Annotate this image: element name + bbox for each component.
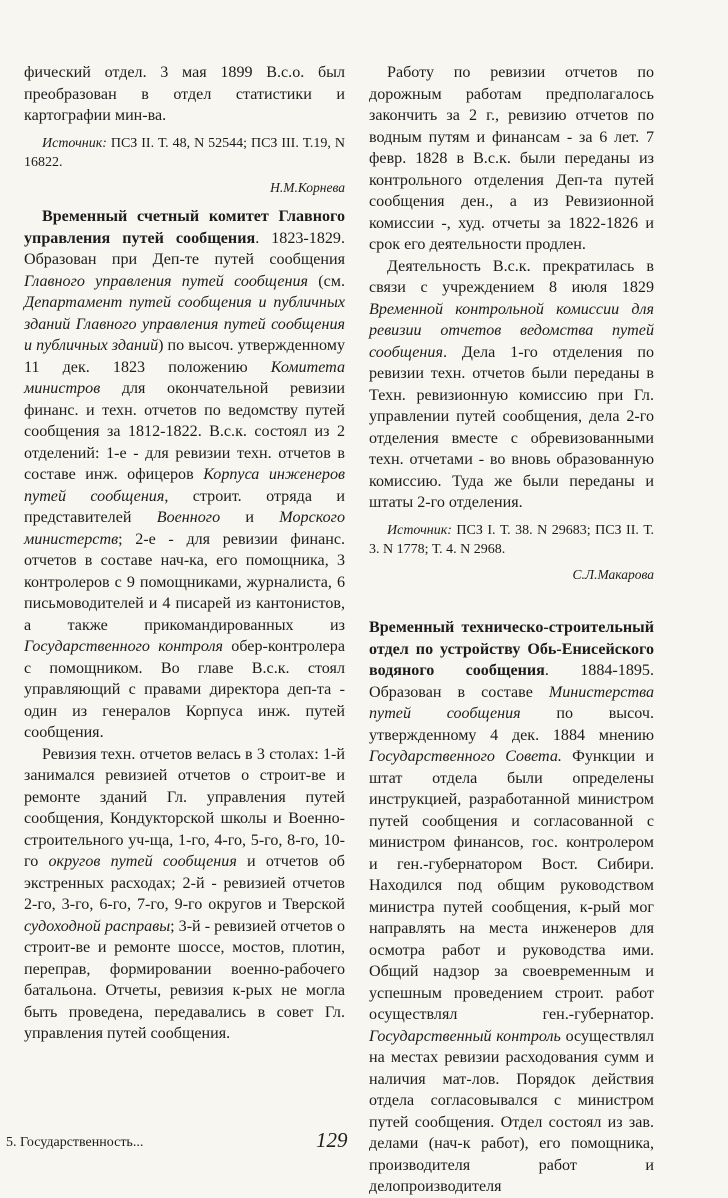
- cross-reference: судоходной расправы: [24, 917, 171, 935]
- author-signature: С.Л.Макарова: [572, 566, 654, 582]
- entry-text: ) по высоч. утвержденному 11 дек. 1823 положению: [24, 337, 345, 376]
- author-signature: Н.М.Корнева: [270, 179, 345, 195]
- cross-reference: Военного: [156, 509, 221, 526]
- entry-text: Деятельность В.с.к. прекратилась в связи с учреждением 8 июля 1829: [369, 257, 654, 296]
- entry-text: и: [220, 509, 280, 526]
- entry-text: . 1823-1829. Образован при Деп-те путей сообщения: [24, 229, 345, 268]
- entry-text: и отчетов об экстренных расходах; 2-й - ревизией отчетов 2-го, 3-го, 6-го, 7-го, 9-го округов и Тверской: [24, 853, 345, 913]
- cross-reference: округов путей сообщения: [48, 853, 237, 870]
- paragraph-revision-tables: [24, 744, 345, 1045]
- entry-heading: Временный техническо-строительный отдел по устройству Обь-Енисейского водяного сообщения: [369, 619, 654, 679]
- entry-text: обер-контролера с помощником. Во главе В.с.к. стоял управляющий с правами директора деп-та - один из генералов Корпуса инж. путей сообщения.: [24, 638, 345, 741]
- entry-text: по высоч. утвержденному 4 дек. 1884 мнению: [369, 705, 655, 744]
- source-label: Источник:: [387, 522, 452, 538]
- source-citation: [369, 521, 654, 559]
- entry-text: ; 3-й - ревизией отчетов о строит-ве и ремонте шоссе, мостов, плотин, переправ, формировании военно-рабочего батальона. Отчеты, ревизия к-рых не могла быть проведена, передавались в совет Гл. управления путей сообщения.: [24, 917, 346, 1042]
- source-text: ПСЗ II. Т. 48, N 52544; ПСЗ III. Т.19, N 16822.: [24, 135, 345, 170]
- cross-reference: Государственного Совета.: [369, 748, 562, 765]
- source-citation: [24, 134, 345, 172]
- cross-reference: Комитета министров: [24, 358, 345, 397]
- cross-reference: Главного управления путей сообщения: [24, 272, 309, 290]
- cross-reference: Министерства путей сообщения: [369, 683, 654, 722]
- entry-text: Функции и штат отдела были определены инструкцией, разработанной министром путей сообщения и согласованной с министром финансов, гос. контролером и ген.-губернатором Вост. Сибири. Находился под общим руководством министра путей сообщения, к-рый мог направлять на места инженеров для осмотра работ и руководства ими. Общий надзор за своевременным и успешным проведением строит. работ осуществлял ген.-губернатор.: [369, 748, 654, 1023]
- right-column: [369, 62, 654, 1198]
- entry-heading: Временный счетный комитет Главного управления путей сообщения: [24, 208, 345, 247]
- entry-text: Ревизия техн. отчетов велась в 3 столах: 1-й занимался ревизией отчетов о строит-ве и ремонте зданий Гл. управления путей сообщения, Кондукторской школы и Военно-строительного уч-ща, 1-го, 4-го, 5-го, 8-го, 10-го: [24, 745, 345, 870]
- cross-reference: Временной контрольной комиссии для ревизии отчетов ведомства путей сообщения: [369, 300, 654, 361]
- left-column: [24, 62, 345, 1045]
- entry-text: для окончательной ревизии финанс. и техн. отчетов по ведомству путей сообщения за 1812-1822. В.с.к. состоял из 2 отделений: 1-е - для ревизии техн. отчетов в составе инж. офицеров: [24, 380, 345, 483]
- paragraph-continuation: фический отдел. 3 мая 1899 В.с.о. был преобразован в отдел статистики и картографии мин-ва.: [24, 64, 345, 124]
- entry-tekhnichesko-stroitelny-otdel: [369, 617, 654, 1198]
- source-text: ПСЗ I. Т. 38. N 29683; ПСЗ II. Т. 3. N 1778; Т. 4. N 2968.: [369, 522, 654, 557]
- entry-text: ; 2-е - для ревизии финанс. отчетов в составе нач-ка, его помощника, 3 контролеров с 9 помощниками, журналиста, 6 письмоводителей и 4 писарей из кантонистов, а также прикомандированных из: [24, 530, 345, 634]
- entry-text: . 1884-1895. Образован в составе: [369, 662, 654, 701]
- cross-reference: Департамент путей сообщения и публичных зданий Главного управления путей сообщения и публичных зданий: [24, 294, 345, 354]
- entry-vremenny-schetny-komitet: [24, 206, 345, 744]
- page-number: 129: [316, 1128, 348, 1152]
- cross-reference: Государственный контроль: [369, 1027, 561, 1045]
- paragraph-termination: [369, 256, 654, 514]
- source-label: Источник:: [42, 135, 107, 151]
- cross-reference: Морского министерств: [24, 509, 345, 548]
- paragraph-revision-work: Работу по ревизии отчетов по дорожным работам предполагалось закончить за 2 г., ревизию отчетов по водным путям и финансам - за 6 лет. 7 февр. 1828 в В.с.к. были переданы из контрольного отделения Деп-та путей сообщения ден., а из Ревизионной комиссии -, худ. отчеты за 1822-1826 и срок его деятельности продлен.: [369, 64, 654, 253]
- entry-text: осуществлял на местах ревизии расходования сумм и наличия мат-лов. Порядок действия отдела согласовывался с министром путей сообщения. Отдел состоял из зав. делами (нач-к работ), его помощника, производителя работ и делопроизводителя: [369, 1027, 654, 1195]
- cross-reference: Государственного контроля: [24, 638, 224, 655]
- cross-reference: Корпуса инженеров путей сообщения: [24, 466, 346, 505]
- print-signature: 5. Государственность...: [6, 1135, 144, 1150]
- entry-text: (см.: [308, 272, 346, 290]
- entry-text: . Дела 1-го отделения по ревизии техн. отчетов были переданы в Техн. ревизионную комиссию при Гл. управлении путей сообщения, дела 2-го отделения вместе с обревизованными техн. отчетами - во вновь образованную комиссию. Туда же были переданы и штаты 2-го отделения.: [369, 343, 654, 511]
- entry-text: , строит. отряда и представителей: [24, 487, 345, 526]
